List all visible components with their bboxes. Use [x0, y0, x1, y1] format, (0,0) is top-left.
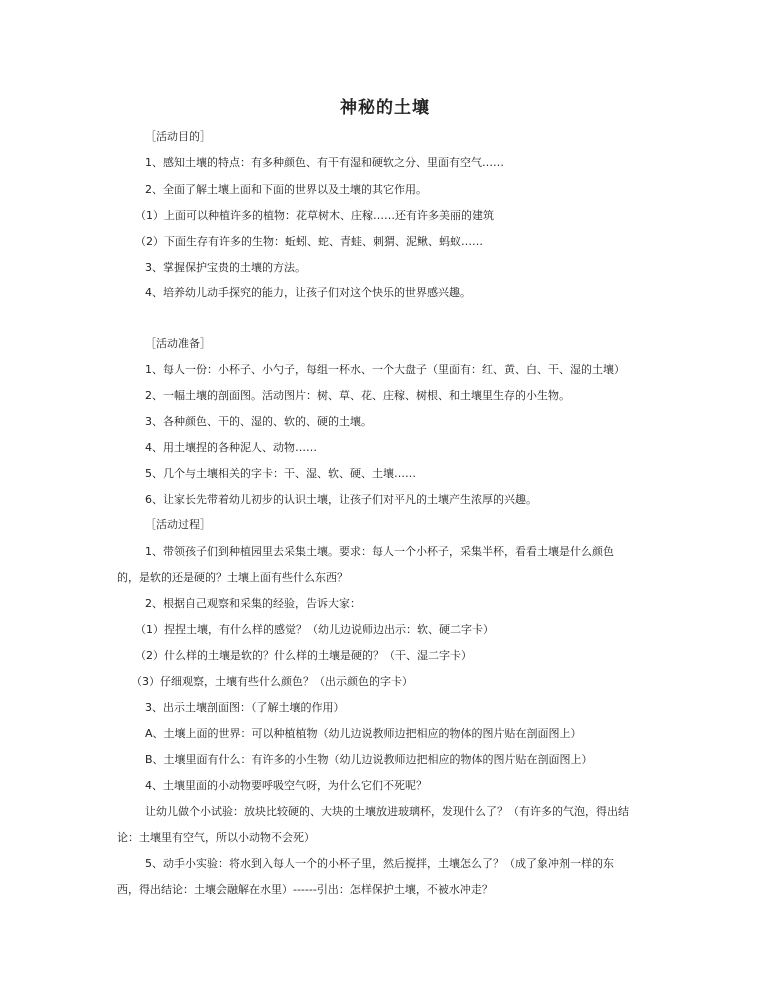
goal-2: 2、全面了解土壤上面和下面的世界以及土壤的其它作用。 — [145, 183, 427, 196]
process-2-sub-2: （2）什么样的土壤是软的？什么样的土壤是硬的？（干、湿二字卡） — [135, 649, 472, 662]
process-3-b: B、土壤里面有什么：有许多的小生物（幼儿边说教师边把相应的物体的图片贴在剖面图上） — [145, 753, 593, 766]
goal-2-sub-1: （1）上面可以种植许多的植物：花草树木、庄稼……还有许多美丽的建筑 — [135, 209, 494, 222]
process-1-cont: 的，是软的还是硬的？土壤上面有些什么东西？ — [117, 571, 348, 584]
process-4-experiment: 让幼儿做个小试验：放块比较硬的、大块的土壤放进玻璃杯，发现什么了？（有许多的气泡，得出结 — [145, 805, 629, 818]
prep-2: 2、一幅土壤的剖面图。活动图片：树、草、花、庄稼、树根、和土壤里生存的小生物。 — [145, 389, 570, 402]
process-5: 5、动手小实验：将水到入每人一个的小杯子里，然后搅拌，土壤怎么了？（成了象冲剂一样的东 — [145, 857, 614, 870]
process-2: 2、根据自己观察和采集的经验，告诉大家： — [145, 597, 361, 610]
goal-3: 3、掌握保护宝贵的土壤的方法。 — [145, 261, 306, 274]
section-heading-process: ［活动过程］ — [145, 518, 211, 531]
prep-1: 1、每人一份：小杯子、小勺子，每组一杯水、一个大盘子（里面有：红、黄、白、干、湿的土壤） — [145, 363, 625, 376]
process-3: 3、出示土壤剖面图：（了解土壤的作用） — [145, 701, 345, 714]
prep-4: 4、用土壤捏的各种泥人、动物…… — [145, 441, 317, 454]
goal-4: 4、培养幼儿动手探究的能力，让孩子们对这个快乐的世界感兴趣。 — [145, 286, 471, 299]
process-4: 4、土壤里面的小动物要呼吸空气呀，为什么它们不死呢？ — [145, 779, 427, 792]
goal-1: 1、感知土壤的特点：有多种颜色、有干有湿和硬软之分、里面有空气…… — [145, 156, 504, 169]
section-heading-goals: ［活动目的］ — [145, 130, 211, 143]
process-5-cont: 西，得出结论：土壤会融解在水里）------引出：怎样保护土壤，不被水冲走？ — [117, 883, 493, 896]
section-heading-prep: ［活动准备］ — [145, 337, 211, 350]
prep-3: 3、各种颜色、干的、湿的、软的、硬的土壤。 — [145, 415, 372, 428]
process-4-experiment-cont: 论：土壤里有空气，所以小动物不会死） — [117, 831, 315, 844]
process-2-sub-1: （1）捏捏土壤，有什么样的感觉？（幼儿边说师边出示：软、硬二字卡） — [135, 623, 494, 636]
page-title: 神秘的土壤 — [340, 98, 430, 118]
goal-2-sub-2: （2）下面生存有许多的生物：蚯蚓、蛇、青蛙、刺猬、泥鳅、蚂蚁…… — [135, 235, 483, 248]
prep-5: 5、几个与土壤相关的字卡：干、湿、软、硬、土壤…… — [145, 467, 416, 480]
prep-6: 6、让家长先带着幼儿初步的认识土壤，让孩子们对平凡的土壤产生浓厚的兴趣。 — [145, 493, 537, 506]
process-1: 1、带领孩子们到种植园里去采集土壤。要求：每人一个小杯子，采集半杯，看看土壤是什么颜色 — [145, 545, 614, 558]
process-2-sub-3: （3）仔细观察，土壤有些什么颜色？（出示颜色的字卡） — [131, 675, 413, 688]
process-3-a: A、土壤上面的世界：可以种植植物（幼儿边说教师边把相应的物体的图片贴在剖面图上） — [145, 727, 582, 740]
